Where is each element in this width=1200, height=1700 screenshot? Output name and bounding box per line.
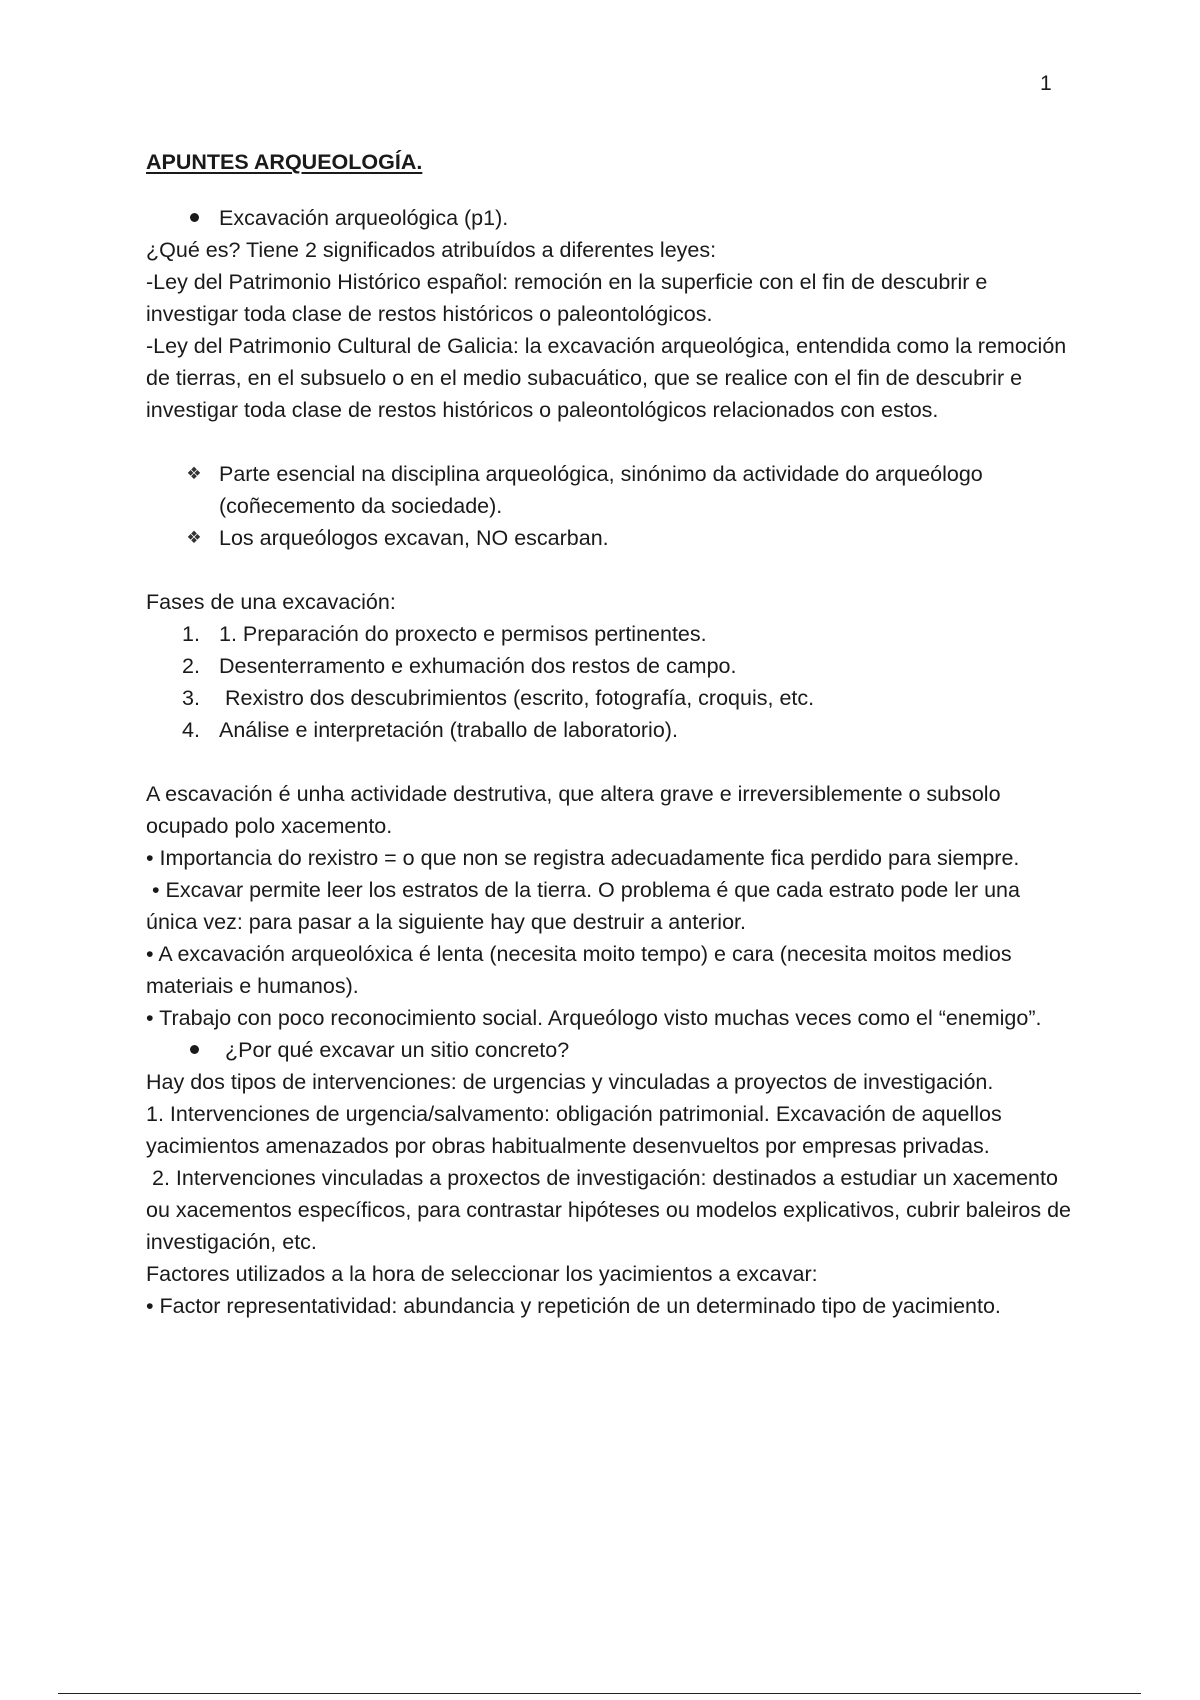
list-item [146,458,1076,522]
diamond-bullet-list [146,458,1076,554]
paragraph-que-es: ¿Qué es? Tiene 2 significados atribuídos a diferentes leyes: [146,238,717,262]
list-item-text: Desenterramento e exhumación dos restos de campo. [219,654,737,678]
bullet-list-porque [146,1034,1076,1066]
list-item-text: Rexistro dos descubrimientos (escrito, fotografía, croquis, etc. [219,686,815,710]
fases-list [146,618,1076,746]
paragraph-destrutiva: A escavación é unha actividade destrutiva, que altera grave e irreversiblemente o subsolo ocupado polo xacemento. [146,782,1001,838]
paragraph-tipos: Hay dos tipos de intervenciones: de urgencias y vinculadas a proyectos de investigación. [146,1070,994,1094]
list-number: 4. [182,718,200,742]
point-representatividad: • Factor representatividad: abundancia y repetición de un determinado tipo de yacimiento. [146,1294,1001,1318]
paragraph-ley-espanol: -Ley del Patrimonio Histórico español: remoción en la superficie con el fin de descubrir e investigar toda clase de restos históricos o paleontológicos. [146,270,988,326]
list-number: 1. [182,622,200,646]
factores-heading: Factores utilizados a la hora de seleccionar los yacimientos a excavar: [146,1262,818,1286]
list-item [146,650,1076,682]
diamond-bullet-icon: ❖ [186,528,202,547]
list-number: 3. [182,686,200,710]
document-body [146,146,1076,1322]
list-item [146,714,1076,746]
list-item [146,682,1076,714]
list-item-text: ¿Por qué excavar un sitio concreto? [219,1038,570,1062]
point-estratos: • Excavar permite leer los estratos de la tierra. O problema é que cada estrato pode ler una única vez: para pasar a la siguiente hay que destruir a anterior. [146,878,1026,934]
paragraph-ley-galicia: -Ley del Patrimonio Cultural de Galicia: la excavación arqueológica, entendida como la remoción de tierras, en el subsuelo o en el medio subacuático, que se realice con el fin de descubrir e investigar toda clase de restos históricos o paleontológicos relacionados con estos. [146,334,1067,422]
bullet-dot-icon [182,1034,206,1066]
page-title: APUNTES ARQUEOLOGÍA. [146,150,423,174]
fases-heading: Fases de una excavación: [146,590,396,614]
page-number: 1 [1040,72,1052,95]
list-item [146,202,1076,234]
list-item [146,1034,1076,1066]
list-item-text: Excavación arqueológica (p1). [219,206,509,230]
diamond-bullet-icon: ❖ [186,464,202,483]
paragraph-urgencia: 1. Intervenciones de urgencia/salvamento: obligación patrimonial. Excavación de aquellos yacimientos amenazados por obras habitualmente desenvueltos por empresas privadas. [146,1102,1002,1158]
list-item-text: 1. Preparación do proxecto e permisos pertinentes. [219,622,707,646]
footer-divider [58,1693,1141,1694]
list-item-text: Análise e interpretación (traballo de laboratorio). [219,718,678,742]
list-item [146,522,1076,554]
point-reconocimiento: • Trabajo con poco reconocimiento social. Arqueólogo visto muchas veces como el “enemigo”. [146,1006,1042,1030]
point-importancia: • Importancia do rexistro = o que non se registra adecuadamente fica perdido para siempre. [146,846,1020,870]
bullet-dot-icon [182,202,206,234]
list-item-text: Parte esencial na disciplina arqueológica, sinónimo da actividade do arqueólogo (coñecemento da sociedade). [219,462,983,518]
bullet-list-excavacion [146,202,1076,234]
paragraph-vinculadas: 2. Intervenciones vinculadas a proxectos de investigación: destinados a estudiar un xacemento ou xacementos específicos, para contrastar hipóteses ou modelos explicativos, cubrir baleiros de investigación, etc. [146,1166,1077,1254]
point-lenta-cara: • A excavación arqueolóxica é lenta (necesita moito tempo) e cara (necesita moitos medios materiais e humanos). [146,942,1012,998]
list-item-text: Los arqueólogos excavan, NO escarban. [219,526,609,550]
list-item [146,618,1076,650]
list-number: 2. [182,654,200,678]
